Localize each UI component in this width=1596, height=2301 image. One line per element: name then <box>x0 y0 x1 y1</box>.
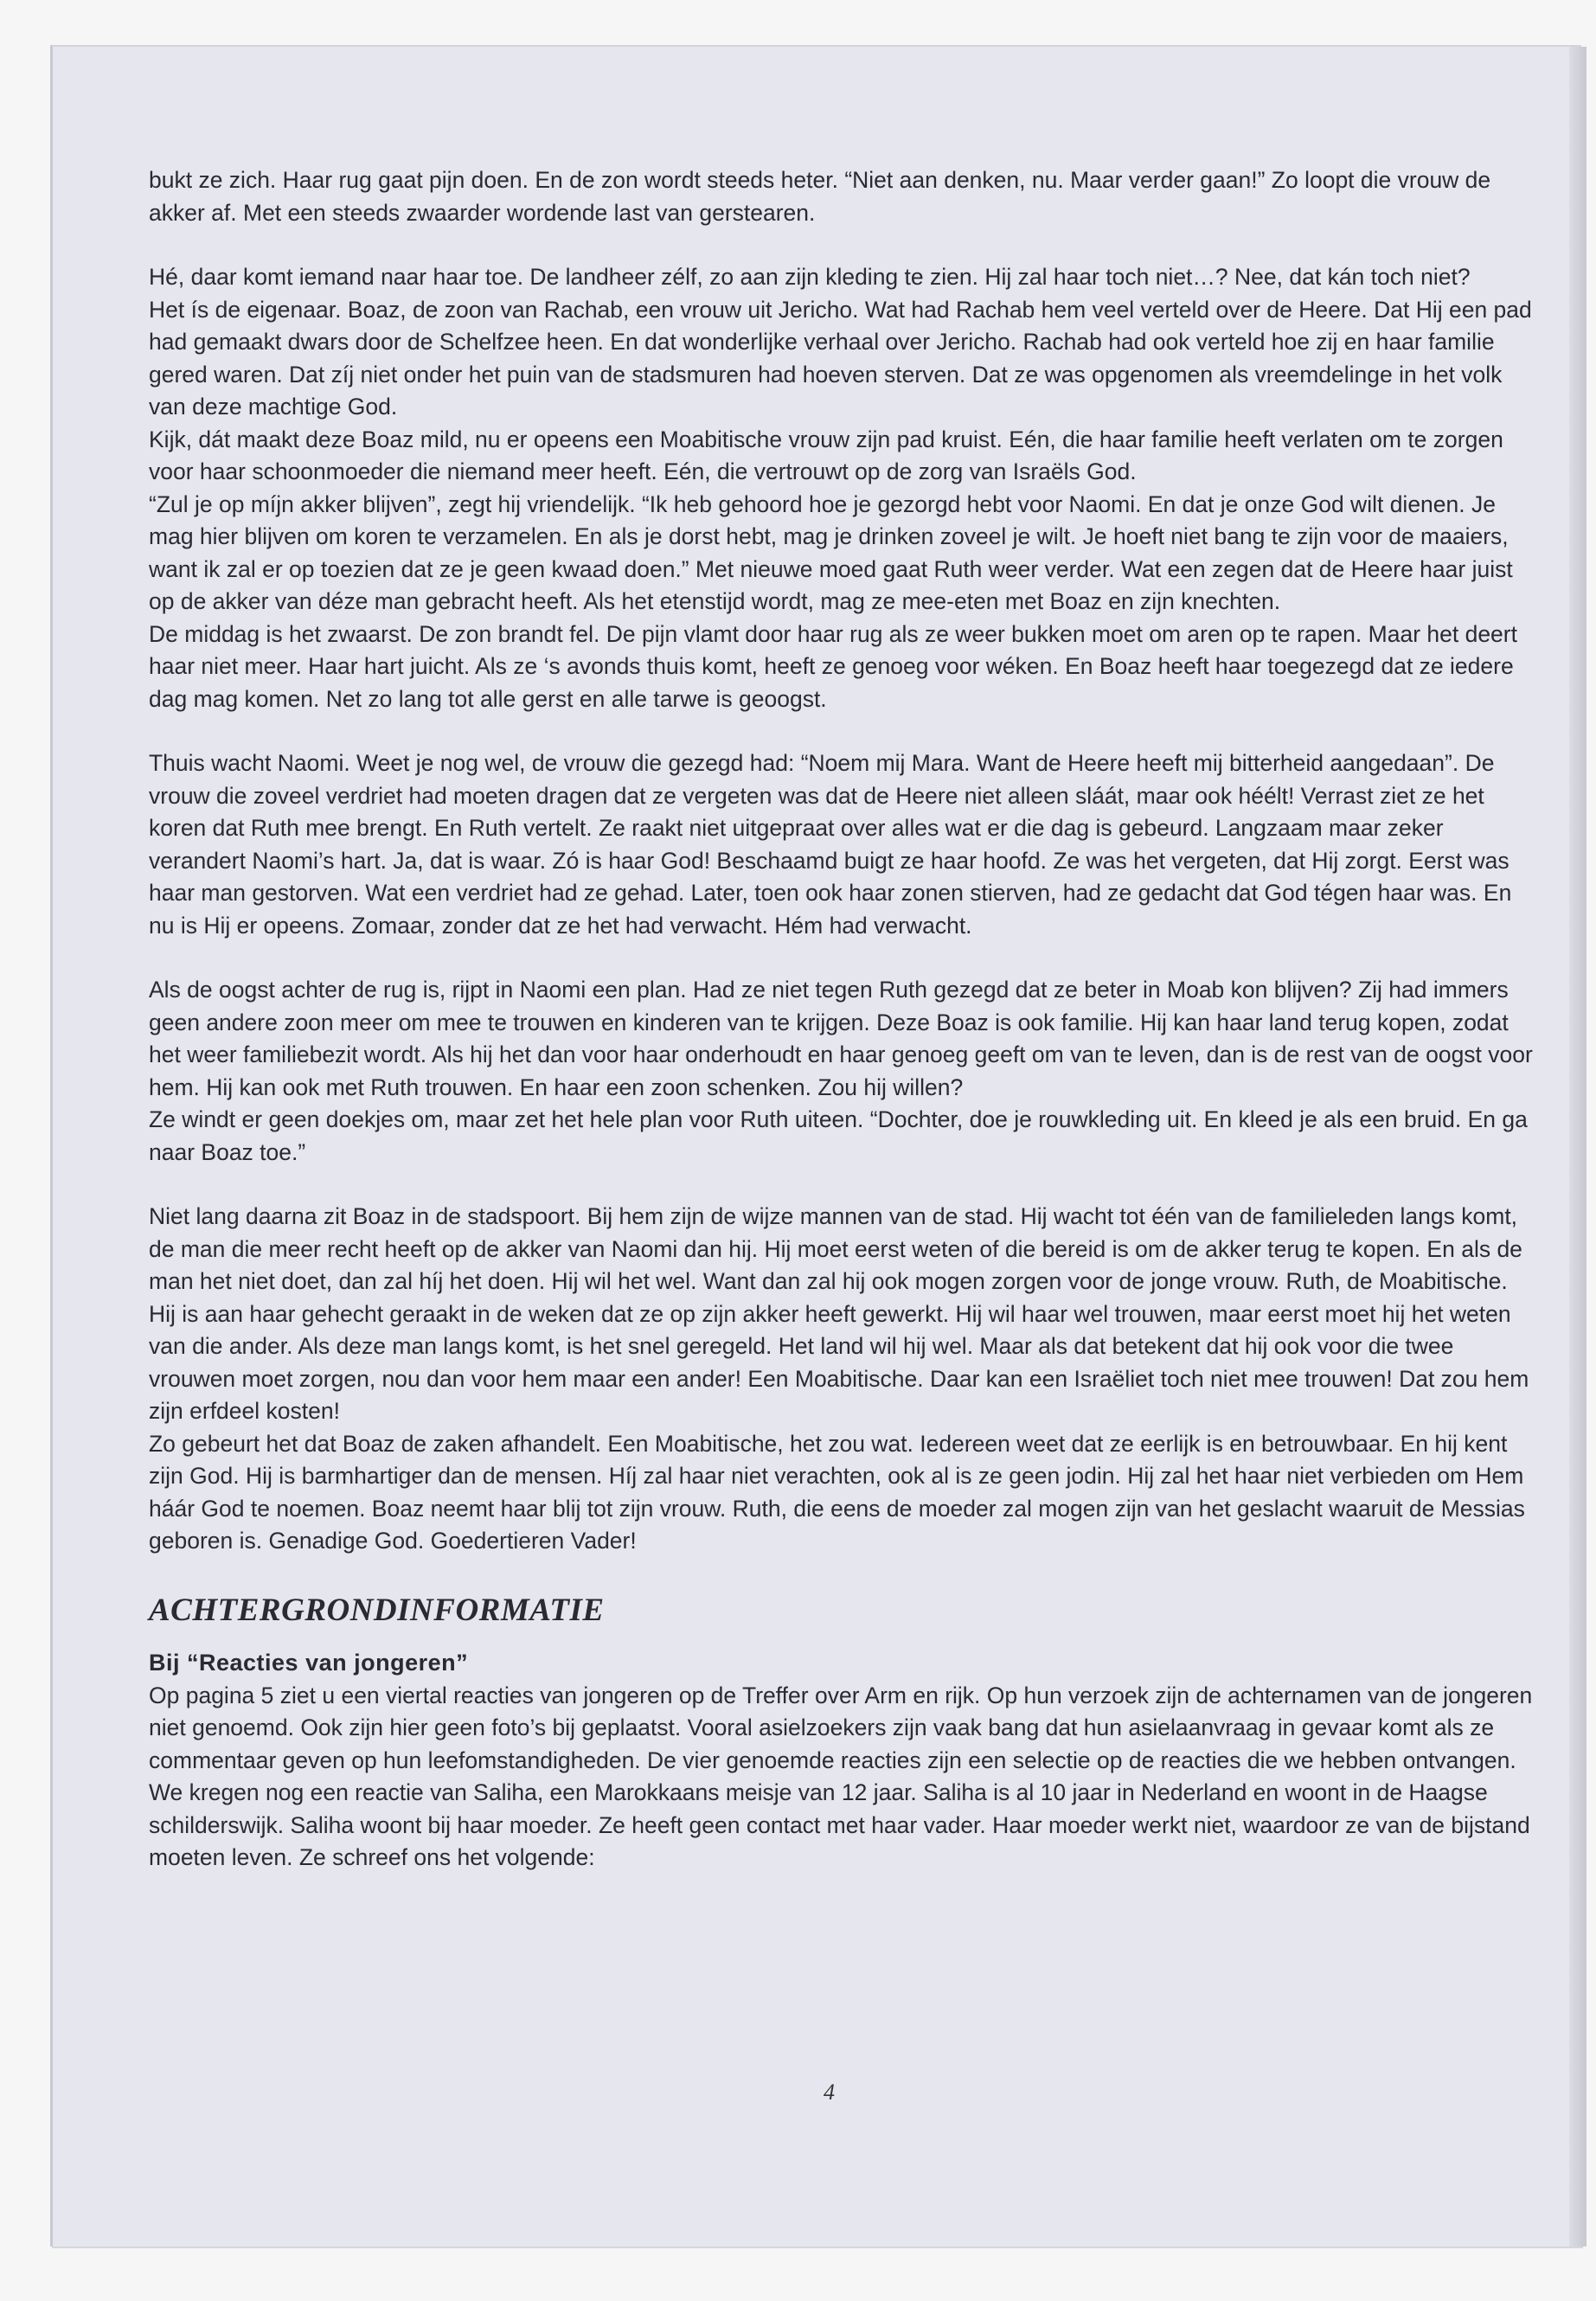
paragraph: We kregen nog een reactie van Saliha, een Marokkaans meisje van 12 jaar. Saliha is al 10 jaar in Nederland en woont in de Haagse schilderswijk. Saliha woont bij haar moeder. Ze heeft geen contact met haar vader. Haar moeder werkt niet, waardoor ze van de bijstand moeten leven. Ze schreef ons het volgende: <box>149 1779 1530 1870</box>
paragraph: Zo gebeurt het dat Boaz de zaken afhandelt. Een Moabitische, het zou wat. Iedereen weet dat ze eerlijk is en betrouwbaar. En hij kent zijn God. Hij is barmhartiger dan de mensen. Híj zal haar niet verachten, ook al is ze geen jodin. Hij zal het haar niet verbieden om Hem háár God te noemen. Boaz neemt haar blij tot zijn vrouw. Ruth, die eens de moeder zal mogen zijn van het geslacht waaruit de Messias geboren is. Genadige God. Goedertieren Vader! <box>149 1430 1525 1554</box>
paragraph: Op pagina 5 ziet u een viertal reacties van jongeren op de Treffer over Arm en rijk. Op hun verzoek zijn de achternamen van de jongeren niet genoemd. Ook zijn hier geen foto’s bij geplaatst. Vooral asielzoekers zijn vaak bang dat hun asielaanvraag in gevaar komt als ze commentaar geven op hun leefomstandigheden. De vier genoemde reacties zijn een selectie op de reacties die we hebben ontvangen. <box>149 1682 1533 1773</box>
paragraph: Ze windt er geen doekjes om, maar zet het hele plan voor Ruth uiteen. “Dochter, doe je rouwkleding uit. En kleed je als een bruid. En ga naar Boaz toe.” <box>149 1106 1528 1165</box>
paragraph: bukt ze zich. Haar rug gaat pijn doen. En de zon wordt steeds heter. “Niet aan denken, nu. Maar verder gaan!” Zo loopt die vrouw de akker af. Met een steeds zwaarder wordende last van gerstearen. <box>149 167 1491 226</box>
page-edge <box>1569 47 1586 2247</box>
paragraph: Niet lang daarna zit Boaz in de stadspoort. Bij hem zijn de wijze mannen van de stad. Hij wacht tot één van de familieleden langs komt, de man die meer recht heeft op de akker van Naomi dan hij. Hij moet eerst weten of die bereid is om de akker terug te kopen. En als de man het niet doet, dan zal híj het doen. Hij wil het wel. Want dan zal hij ook mogen zorgen voor de jonge vrouw. Ruth, de Moabitische. Hij is aan haar gehecht geraakt in de weken dat ze op zijn akker heeft gewerkt. Hij wil haar wel trouwen, maar eerst moet hij het weten van die ander. Als deze man langs komt, is het snel geregeld. Het land wil hij wel. Maar als dat betekent dat hij ook voor die twee vrouwen moet zorgen, nou dan voor hem maar een ander! Een Moabitische. Daar kan een Israëliet toch niet mee trouwen! Dat zou hem zijn erfdeel kosten! <box>149 1203 1529 1424</box>
section-subheading: Bij “Reacties van jongeren” <box>149 1650 469 1676</box>
paragraph: Als de oogst achter de rug is, rijpt in Naomi een plan. Had ze niet tegen Ruth gezegd dat ze beter in Moab kon blijven? Zij had immers geen andere zoon meer om mee te trouwen en kinderen van te krijgen. Deze Boaz is ook familie. Hij kan haar land terug kopen, zodat het weer familiebezit wordt. Als hij het dan voor haar onderhoudt en haar genoeg geeft om van te leven, dan is de rest van de oogst voor hem. Hij kan ook met Ruth trouwen. En haar een zoon schenken. Zou hij willen? <box>149 977 1533 1100</box>
page-number: 4 <box>824 2080 835 2105</box>
paragraph: Hé, daar komt iemand naar haar toe. De landheer zélf, zo aan zijn kleding te zien. Hij zal haar toch niet…? Nee, dat kán toch niet? <box>149 264 1471 290</box>
paragraph: De middag is het zwaarst. De zon brandt fel. De pijn vlamt door haar rug als ze weer bukken moet om aren op te rapen. Maar het deert haar niet meer. Haar hart juicht. Als ze ‘s avonds thuis komt, heeft ze genoeg voor wéken. En Boaz heeft haar toegezegd dat ze iedere dag mag komen. Net zo lang tot alle gerst en alle tarwe is geoogst. <box>149 620 1517 712</box>
paragraph: Het ís de eigenaar. Boaz, de zoon van Rachab, een vrouw uit Jericho. Wat had Rachab hem veel verteld over de Heere. Dat Hij een pad had gemaakt dwars door de Schelfzee heen. En dat wonderlijke verhaal over Jericho. Rachab had ook verteld hoe zij en haar familie gered waren. Dat zíj niet onder het puin van de stadsmuren had hoeven sterven. Dat ze was opgenomen als vreemdelinge in het volk van deze machtige God. <box>149 296 1532 420</box>
paragraph: “Zul je op míjn akker blijven”, zegt hij vriendelijk. “Ik heb gehoord hoe je gezorgd hebt voor Naomi. En dat je onze God wilt dienen. Je mag hier blijven om koren te verzamelen. En als je dorst hebt, mag je drinken zoveel je wilt. Je hoeft niet bang te zijn voor de maaiers, want ik zal er op toezien dat ze je geen kwaad doen.” Met nieuwe moed gaat Ruth weer verder. Wat een zegen dat de Heere haar juist op de akker van déze man gebracht heeft. Als het etenstijd wordt, mag ze mee-eten met Boaz en zijn knechten. <box>149 490 1513 614</box>
paragraph: Kijk, dát maakt deze Boaz mild, nu er opeens een Moabitische vrouw zijn pad kruist. Eén, die haar familie heeft verlaten om te zorgen voor haar schoonmoeder die niemand meer heeft. Eén, die vertrouwt op de zorg van Israëls God. <box>149 426 1503 484</box>
page-content <box>149 164 1533 1875</box>
paragraph: Thuis wacht Naomi. Weet je nog wel, de vrouw die gezegd had: “Noem mij Mara. Want de Heere heeft mij bitterheid aangedaan”. De vrouw die zoveel verdriet had moeten dragen dat ze vergeten was dat de Heere niet alleen sláát, maar ook héélt! Verrast ziet ze het koren dat Ruth mee brengt. En Ruth vertelt. Ze raakt niet uitgepraat over alles wat er die dag is gebeurd. Langzaam maar zeker verandert Naomi’s hart. Ja, dat is waar. Zó is haar God! Beschaamd buigt ze haar hoofd. Ze was het vergeten, dat Hij zorgt. Eerst was haar man gestorven. Wat een verdriet had ze gehad. Later, toen ook haar zonen stierven, had ze gedacht dat God tégen haar was. En nu is Hij er opeens. Zomaar, zonder dat ze het had verwacht. Hém had verwacht. <box>149 750 1512 939</box>
section-heading: ACHTERGRONDINFORMATIE <box>149 1592 605 1628</box>
